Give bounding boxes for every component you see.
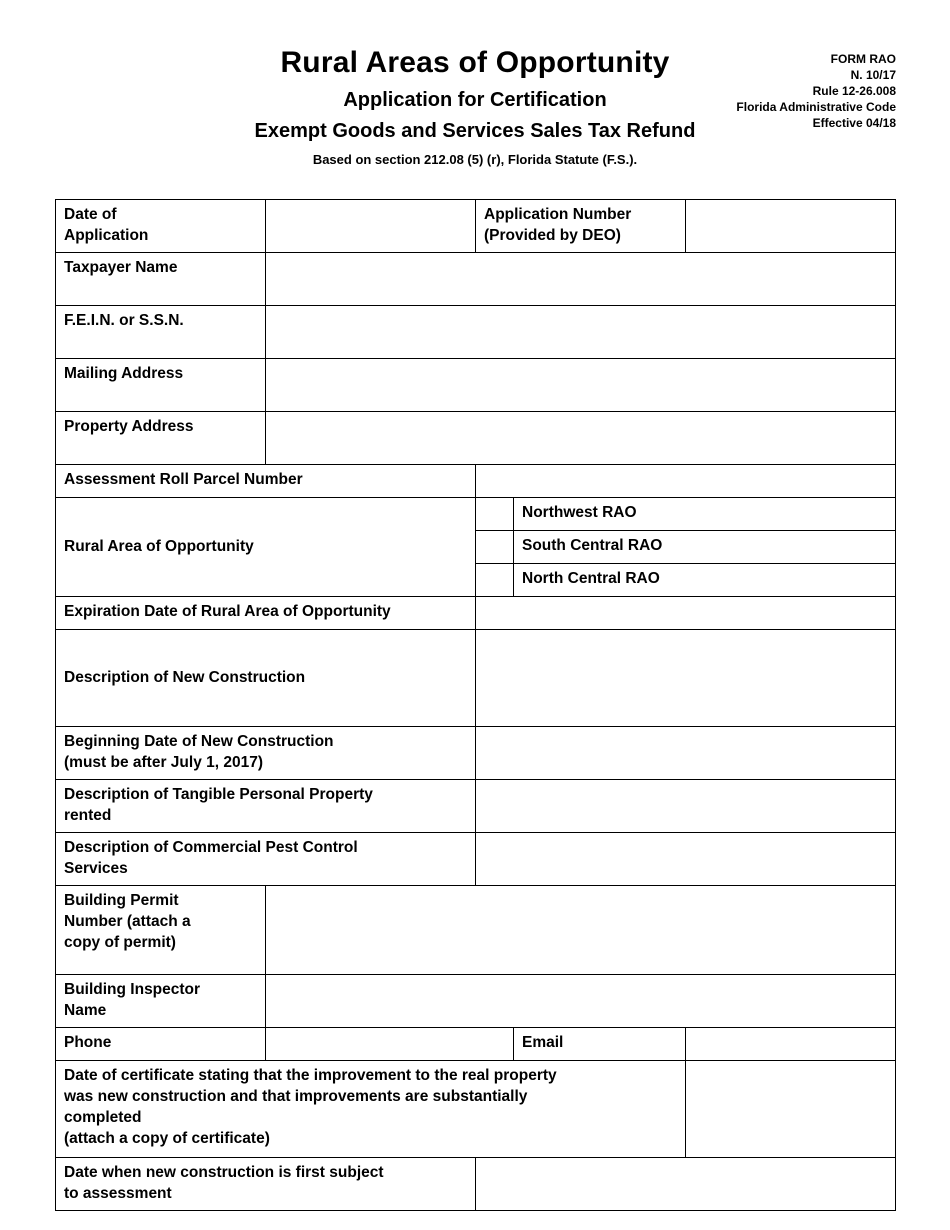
label-assessment-roll-parcel-number: Assessment Roll Parcel Number — [56, 465, 476, 498]
input-expiration-date[interactable] — [476, 597, 896, 630]
statute-reference: Based on section 212.08 (5) (r), Florida Statute (F.S.). — [312, 151, 638, 167]
label-description-pest-control — [56, 833, 476, 886]
input-building-permit-number[interactable] — [266, 886, 896, 975]
label-application-number-line1: Application Number — [484, 206, 632, 223]
label-certificate-line2: was new construction and that improvements are substantially — [64, 1087, 528, 1105]
label-building-permit-line3: copy of permit) — [64, 933, 176, 951]
table-row — [56, 200, 896, 253]
label-certificate-line1: Date of certificate stating that the improvement to the real property — [64, 1067, 557, 1084]
label-property-address: Property Address — [56, 412, 266, 465]
option-south-central-rao[interactable]: South Central RAO — [514, 531, 896, 564]
option-north-central-rao[interactable]: North Central RAO — [514, 564, 896, 597]
input-first-subject-date[interactable] — [476, 1158, 896, 1211]
label-certificate-line3: completed — [64, 1108, 142, 1126]
input-certificate-date[interactable] — [686, 1061, 896, 1158]
label-certificate-statement — [56, 1061, 686, 1158]
label-building-permit-line1: Building Permit — [64, 892, 179, 909]
input-description-new-construction[interactable] — [476, 630, 896, 727]
label-description-new-construction: Description of New Construction — [56, 630, 476, 727]
table-row — [56, 597, 896, 630]
page-title: Rural Areas of Opportunity — [280, 46, 670, 79]
label-first-subject-to-assessment — [56, 1158, 476, 1211]
label-application-number-line2: (Provided by DEO) — [484, 226, 621, 244]
input-assessment-roll-parcel-number[interactable] — [476, 465, 896, 498]
table-row — [56, 1028, 896, 1061]
input-date-of-application[interactable] — [266, 200, 476, 253]
input-description-tangible[interactable] — [476, 780, 896, 833]
form-meta — [736, 52, 896, 132]
table-row — [56, 412, 896, 465]
input-property-address[interactable] — [266, 412, 896, 465]
label-description-pest-control-line2: Services — [64, 859, 128, 877]
form-code: Florida Administrative Code — [736, 99, 896, 114]
label-application-number — [476, 200, 686, 253]
label-building-inspector-name — [56, 975, 266, 1028]
label-description-tangible-line2: rented — [64, 806, 112, 824]
label-taxpayer-name: Taxpayer Name — [56, 253, 266, 306]
application-form-table — [55, 199, 896, 1211]
input-taxpayer-name[interactable] — [266, 253, 896, 306]
label-expiration-date: Expiration Date of Rural Area of Opportunity — [56, 597, 476, 630]
input-email[interactable] — [686, 1028, 896, 1061]
form-effective: Effective 04/18 — [812, 115, 896, 130]
subtitle-application: Application for Certification — [343, 88, 607, 111]
label-date-of-application — [56, 200, 266, 253]
table-row — [56, 833, 896, 886]
option-northwest-rao[interactable]: Northwest RAO — [514, 498, 896, 531]
label-building-permit-number — [56, 886, 266, 975]
table-row — [56, 975, 896, 1028]
label-beginning-date — [56, 727, 476, 780]
table-row — [56, 780, 896, 833]
table-row — [56, 1158, 896, 1211]
input-phone[interactable] — [266, 1028, 514, 1061]
label-mailing-address: Mailing Address — [56, 359, 266, 412]
label-date-of-application-line2: Application — [64, 226, 149, 244]
label-building-inspector-line1: Building Inspector — [64, 981, 201, 998]
table-row — [56, 1061, 896, 1158]
label-rural-area-of-opportunity: Rural Area of Opportunity — [56, 498, 476, 597]
checkbox-north-central-rao[interactable] — [476, 564, 514, 597]
label-fein-ssn: F.E.I.N. or S.S.N. — [56, 306, 266, 359]
table-row — [56, 465, 896, 498]
label-description-pest-control-line1: Description of Commercial Pest Control — [64, 839, 358, 856]
table-row — [56, 630, 896, 727]
label-building-permit-line2: Number (attach a — [64, 912, 191, 930]
form-id: FORM RAO — [830, 52, 896, 66]
table-row — [56, 498, 896, 531]
table-row — [56, 306, 896, 359]
label-email: Email — [514, 1028, 686, 1061]
subtitle-exempt: Exempt Goods and Services Sales Tax Refund — [254, 119, 696, 142]
label-beginning-date-line1: Beginning Date of New Construction — [64, 733, 334, 750]
document-header — [0, 0, 950, 167]
input-building-inspector-name[interactable] — [266, 975, 896, 1028]
checkbox-south-central-rao[interactable] — [476, 531, 514, 564]
input-fein-ssn[interactable] — [266, 306, 896, 359]
input-mailing-address[interactable] — [266, 359, 896, 412]
label-description-tangible-line1: Description of Tangible Personal Property — [64, 786, 373, 803]
form-revision: N. 10/17 — [850, 67, 896, 82]
label-description-tangible — [56, 780, 476, 833]
label-building-inspector-line2: Name — [64, 1001, 107, 1019]
label-date-of-application-line1: Date of — [64, 206, 117, 223]
input-beginning-date[interactable] — [476, 727, 896, 780]
table-row — [56, 359, 896, 412]
table-row — [56, 253, 896, 306]
label-first-subject-line2: to assessment — [64, 1184, 172, 1202]
form-rule: Rule 12-26.008 — [812, 83, 896, 98]
label-beginning-date-line2: (must be after July 1, 2017) — [64, 753, 263, 771]
checkbox-northwest-rao[interactable] — [476, 498, 514, 531]
table-row — [56, 886, 896, 975]
label-certificate-line4: (attach a copy of certificate) — [64, 1129, 270, 1147]
label-phone: Phone — [56, 1028, 266, 1061]
label-first-subject-line1: Date when new construction is first subject — [64, 1164, 384, 1181]
input-application-number[interactable] — [686, 200, 896, 253]
input-description-pest-control[interactable] — [476, 833, 896, 886]
table-row — [56, 727, 896, 780]
